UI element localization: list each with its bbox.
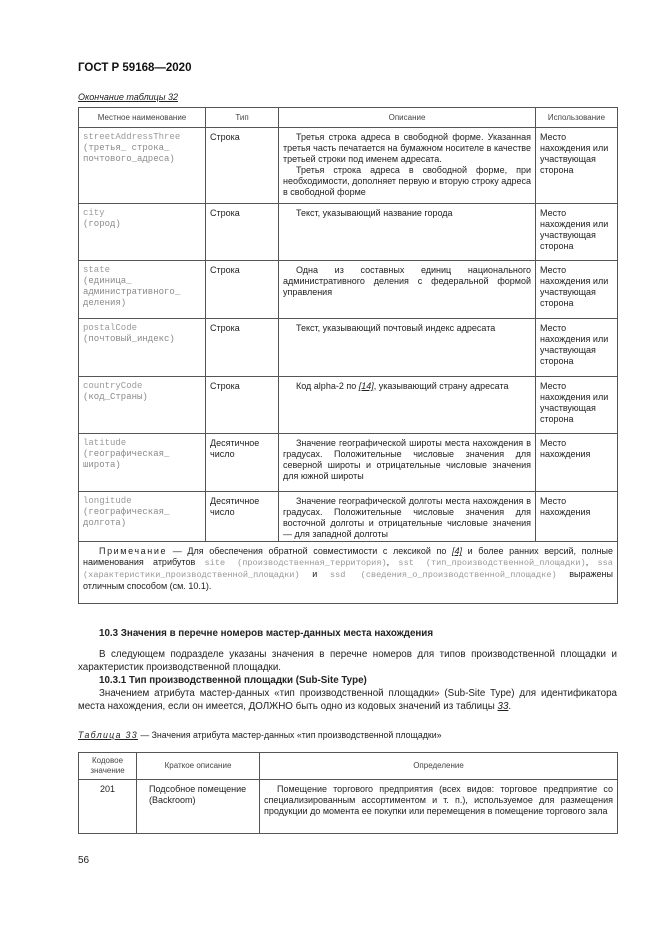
description-paragraph: Третья строка адреса в свободной форме. Указанная третья часть печатается на бумажном носителе в качестве третьей строки под именем адресата. xyxy=(283,132,531,164)
table-32-caption: Окончание таблицы 32 xyxy=(78,92,178,102)
table-33-title: — Значения атрибута мастер-данных «тип производственной площадки» xyxy=(137,730,442,740)
type-cell: Строка xyxy=(206,319,279,377)
note-text: и xyxy=(299,569,330,579)
table-32-header-row xyxy=(79,108,618,128)
attribute-name-cell xyxy=(79,434,206,492)
definition-cell xyxy=(260,780,618,834)
type-cell: Строка xyxy=(206,128,279,204)
type-cell: Строка xyxy=(206,204,279,261)
paragraph-text: . xyxy=(508,701,512,712)
table-33 xyxy=(78,752,618,834)
type-cell: Десятичное число xyxy=(206,434,279,492)
description-cell xyxy=(279,128,536,204)
description-cell xyxy=(279,261,536,319)
subsection-heading: 10.3.1 Тип производственной площадки (Sub-Site Type) xyxy=(99,675,367,686)
usage-cell: Место нахождения xyxy=(536,434,618,492)
attribute-name: longitude xyxy=(83,496,132,506)
description-cell xyxy=(279,434,536,492)
code-value-cell: 201 xyxy=(79,780,137,834)
column-header-local-name: Местное наименование xyxy=(79,108,206,128)
section-10-3 xyxy=(78,627,617,713)
usage-cell: Место нахождения или участвующая сторона xyxy=(536,319,618,377)
paragraph-text: Значением атрибута мастер-данных «тип производственной площадки» (Sub-Site Type) для идентификатора места нахождения, если он имеется, ДОЛЖНО быть одно из кодовых значений из таблицы xyxy=(78,688,617,712)
attribute-name-cell xyxy=(79,319,206,377)
table-row xyxy=(79,319,618,377)
description-paragraph: Одна из составных единиц национального административного деления с федеральной формой управления xyxy=(283,265,531,297)
section-paragraph xyxy=(78,687,617,713)
short-description-cell: Подсобное помещение (Backroom) xyxy=(137,780,260,834)
description-cell xyxy=(279,492,536,542)
attribute-code: sst (тип_производственной_площадки) xyxy=(398,558,586,568)
attribute-alias: (третья_ строка_ почтового_адреса) xyxy=(83,143,175,164)
column-header-type: Тип xyxy=(206,108,279,128)
description-paragraph: Значение географической долготы места нахождения в градусах. Положительные числовые значения для восточной долготы и отрицательные числовые значения — для западной долготы xyxy=(283,496,531,539)
attribute-name: streetAddressThree xyxy=(83,132,181,142)
table-note xyxy=(79,542,618,604)
column-header-definition: Определение xyxy=(260,753,618,780)
table-row xyxy=(79,492,618,542)
attribute-name-cell xyxy=(79,128,206,204)
table-reference: 33 xyxy=(497,701,509,712)
attribute-alias: (географическая_ широта) xyxy=(83,449,170,470)
usage-cell: Место нахождения или участвующая сторона xyxy=(536,377,618,434)
attribute-name: latitude xyxy=(83,438,127,448)
usage-cell: Место нахождения или участвующая сторона xyxy=(536,261,618,319)
table-row xyxy=(79,434,618,492)
description-paragraph xyxy=(283,381,531,392)
description-cell xyxy=(279,377,536,434)
note-text: и более ранних версий, полные наименования атрибутов xyxy=(83,546,613,567)
attribute-name-cell xyxy=(79,204,206,261)
attribute-name-cell xyxy=(79,261,206,319)
note-text: — Для обеспечения обратной совместимости с лексикой по xyxy=(167,546,452,556)
attribute-alias: (город) xyxy=(83,219,121,229)
type-cell: Строка xyxy=(206,377,279,434)
type-cell: Строка xyxy=(206,261,279,319)
description-paragraph: Третья строка адреса в свободной форме, при необходимости, дополняет первую и вторую строку адреса в свободной форме xyxy=(283,165,531,197)
table-32 xyxy=(78,107,618,604)
attribute-name-cell xyxy=(79,377,206,434)
table-33-header-row xyxy=(79,753,618,780)
table-row xyxy=(79,377,618,434)
description-paragraph: Значение географической широты места нахождения в градусах. Положительные числовые значения для северной широты и отрицательные числовые значения для южной широты xyxy=(283,438,531,481)
attribute-name-cell xyxy=(79,492,206,542)
attribute-code: ssd (сведения_о_производственной_площадке) xyxy=(329,570,557,580)
description-text: , указывающий страну адресата xyxy=(373,381,509,391)
attribute-alias: (код_Страны) xyxy=(83,392,148,402)
attribute-code: ssa (характеристики_производственной_площадки) xyxy=(83,558,613,580)
attribute-name: countryCode xyxy=(83,381,143,391)
table-33-label: Таблица 33 xyxy=(78,730,138,740)
column-header-description: Описание xyxy=(279,108,536,128)
description-paragraph: Текст, указывающий почтовый индекс адресата xyxy=(296,323,496,333)
column-header-short-description: Краткое описание xyxy=(137,753,260,780)
type-cell: Десятичное число xyxy=(206,492,279,542)
section-heading: 10.3 Значения в перечне номеров мастер-данных места нахождения xyxy=(99,628,434,639)
attribute-alias: (географическая_ долгота) xyxy=(83,507,170,528)
bibliography-reference: [4] xyxy=(452,546,463,556)
description-cell xyxy=(279,319,536,377)
column-header-usage: Использование xyxy=(536,108,618,128)
definition-paragraph: Помещение торгового предприятия (всех видов: торговое предприятие со специализированным ассортиментом и т. п.), используемое для размещения продукции до момента ее покупки или перемещения в помещение торгового зала xyxy=(264,784,613,816)
usage-cell: Место нахождения или участвующая сторона xyxy=(536,128,618,204)
attribute-alias: (почтовый_индекс) xyxy=(83,334,175,344)
note-label: Примечание xyxy=(99,546,168,556)
attribute-name: postalCode xyxy=(83,323,138,333)
description-cell xyxy=(279,204,536,261)
attribute-alias: (единица_ административного_ деления) xyxy=(83,276,181,308)
attribute-name: state xyxy=(83,265,111,275)
bibliography-reference: [14] xyxy=(358,381,374,391)
page-number: 56 xyxy=(78,855,90,866)
note-text: , xyxy=(386,557,399,567)
note-text: , xyxy=(585,557,598,567)
table-row xyxy=(79,780,618,834)
description-text: Код alpha-2 по xyxy=(296,381,359,391)
usage-cell: Место нахождения xyxy=(536,492,618,542)
attribute-code: site (производственная_территория) xyxy=(204,558,387,568)
attribute-name: city xyxy=(83,208,105,218)
column-header-code-value: Кодовое значение xyxy=(79,753,137,780)
section-paragraph: В следующем подразделе указаны значения в перечне номеров для типов производственной площадки и характеристик производственной площадки. xyxy=(78,649,617,673)
usage-cell: Место нахождения или участвующая сторона xyxy=(536,204,618,261)
table-row xyxy=(79,128,618,204)
table-note-row xyxy=(79,542,618,604)
table-33-caption xyxy=(78,730,442,740)
description-paragraph: Текст, указывающий название города xyxy=(296,208,453,218)
standard-header: ГОСТ Р 59168—2020 xyxy=(78,62,192,74)
note-text: выражены отличным способом (см. 10.1). xyxy=(83,569,613,591)
table-row xyxy=(79,261,618,319)
table-row xyxy=(79,204,618,261)
